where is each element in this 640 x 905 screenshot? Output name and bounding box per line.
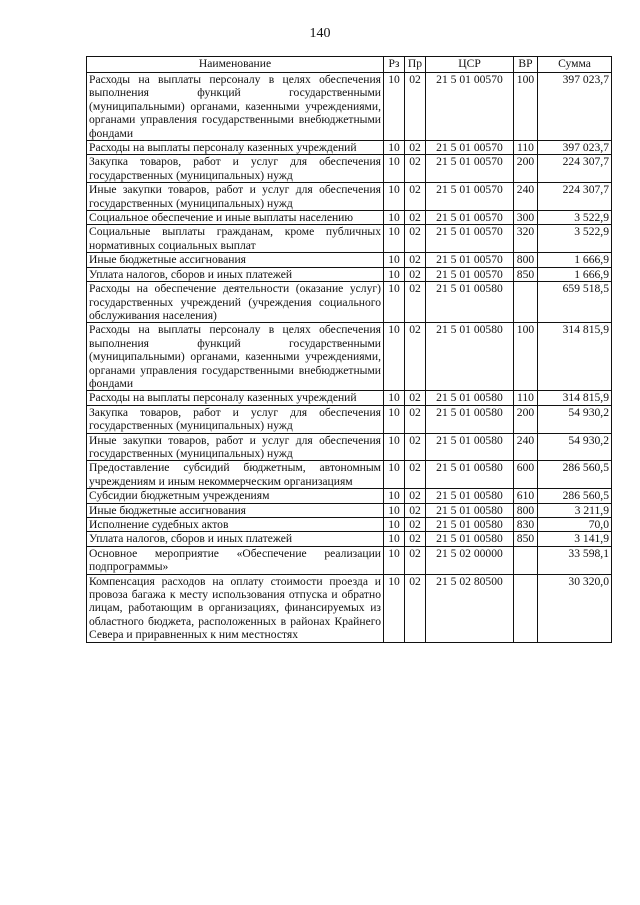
cell-vr: 100 (514, 73, 538, 141)
cell-name: Иные бюджетные ассигнования (87, 503, 384, 517)
table-row (87, 267, 612, 281)
cell-sum: 70,0 (538, 518, 612, 532)
cell-vr: 320 (514, 225, 538, 253)
cell-pr: 02 (405, 489, 426, 503)
cell-sum: 314 815,9 (538, 391, 612, 405)
cell-pr: 02 (405, 155, 426, 183)
cell-sum: 224 307,7 (538, 183, 612, 211)
cell-name: Закупка товаров, работ и услуг для обеспечения государственных (муниципальных) нужд (87, 405, 384, 433)
cell-rz: 10 (384, 141, 405, 155)
cell-sum: 3 211,9 (538, 503, 612, 517)
cell-name: Иные закупки товаров, работ и услуг для обеспечения государственных (муниципальных) нужд (87, 433, 384, 461)
table-row (87, 503, 612, 517)
cell-pr: 02 (405, 433, 426, 461)
cell-sum: 397 023,7 (538, 73, 612, 141)
cell-name: Предоставление субсидий бюджетным, автономным учреждениям и иным некоммерческим организациям (87, 461, 384, 489)
table-row (87, 183, 612, 211)
cell-sum: 54 930,2 (538, 433, 612, 461)
cell-sum: 1 666,9 (538, 253, 612, 267)
cell-pr: 02 (405, 391, 426, 405)
header-rz: Рз (384, 57, 405, 73)
cell-sum: 30 320,0 (538, 574, 612, 642)
cell-name: Уплата налогов, сборов и иных платежей (87, 267, 384, 281)
cell-name: Расходы на выплаты персоналу казенных учреждений (87, 391, 384, 405)
cell-name: Иные бюджетные ассигнования (87, 253, 384, 267)
cell-vr: 800 (514, 253, 538, 267)
cell-name: Иные закупки товаров, работ и услуг для обеспечения государственных (муниципальных) нужд (87, 183, 384, 211)
cell-sum: 33 598,1 (538, 546, 612, 574)
cell-pr: 02 (405, 532, 426, 546)
cell-vr: 610 (514, 489, 538, 503)
table-row (87, 405, 612, 433)
cell-csr: 21 5 01 00570 (426, 267, 514, 281)
cell-name: Расходы на выплаты персоналу в целях обеспечения выполнения функций государственными (муниципальными) органами, казенными учреждениями, органами управления государственными внебюджетными фондами (87, 323, 384, 391)
cell-name: Компенсация расходов на оплату стоимости проезда и провоза багажа к месту использования отпуска и обратно лицам, работающим в организациях, финансируемых из областного бюджета, расположенных в районах Крайнего Севера и приравненных к ним местностях (87, 574, 384, 642)
cell-name: Социальное обеспечение и иные выплаты населению (87, 211, 384, 225)
cell-pr: 02 (405, 225, 426, 253)
table-row (87, 532, 612, 546)
cell-vr: 110 (514, 391, 538, 405)
cell-pr: 02 (405, 574, 426, 642)
cell-csr: 21 5 01 00580 (426, 433, 514, 461)
cell-pr: 02 (405, 503, 426, 517)
cell-sum: 54 930,2 (538, 405, 612, 433)
cell-csr: 21 5 01 00580 (426, 461, 514, 489)
cell-name: Субсидии бюджетным учреждениям (87, 489, 384, 503)
table-row (87, 574, 612, 642)
table-row (87, 391, 612, 405)
cell-vr (514, 282, 538, 323)
table-row (87, 141, 612, 155)
cell-rz: 10 (384, 183, 405, 211)
header-sum: Сумма (538, 57, 612, 73)
cell-vr: 300 (514, 211, 538, 225)
cell-pr: 02 (405, 546, 426, 574)
cell-name: Социальные выплаты гражданам, кроме публичных нормативных социальных выплат (87, 225, 384, 253)
cell-sum: 3 141,9 (538, 532, 612, 546)
cell-pr: 02 (405, 282, 426, 323)
table-row (87, 282, 612, 323)
cell-pr: 02 (405, 211, 426, 225)
cell-rz: 10 (384, 253, 405, 267)
cell-pr: 02 (405, 141, 426, 155)
table-row (87, 253, 612, 267)
cell-sum: 1 666,9 (538, 267, 612, 281)
cell-rz: 10 (384, 532, 405, 546)
cell-vr: 110 (514, 141, 538, 155)
table-row (87, 489, 612, 503)
cell-pr: 02 (405, 253, 426, 267)
table-row (87, 546, 612, 574)
cell-vr: 600 (514, 461, 538, 489)
cell-rz: 10 (384, 155, 405, 183)
cell-sum: 314 815,9 (538, 323, 612, 391)
cell-vr: 200 (514, 405, 538, 433)
cell-sum: 286 560,5 (538, 461, 612, 489)
cell-csr: 21 5 01 00580 (426, 518, 514, 532)
page-number: 140 (309, 26, 331, 41)
table-row (87, 155, 612, 183)
cell-pr: 02 (405, 73, 426, 141)
cell-pr: 02 (405, 461, 426, 489)
cell-csr: 21 5 01 00580 (426, 503, 514, 517)
cell-csr: 21 5 02 80500 (426, 574, 514, 642)
cell-csr: 21 5 01 00580 (426, 323, 514, 391)
header-vr: ВР (514, 57, 538, 73)
cell-name: Закупка товаров, работ и услуг для обеспечения государственных (муниципальных) нужд (87, 155, 384, 183)
cell-sum: 3 522,9 (538, 225, 612, 253)
table-row (87, 211, 612, 225)
cell-csr: 21 5 01 00570 (426, 73, 514, 141)
cell-pr: 02 (405, 183, 426, 211)
table-row (87, 225, 612, 253)
cell-sum: 659 518,5 (538, 282, 612, 323)
cell-name: Уплата налогов, сборов и иных платежей (87, 532, 384, 546)
cell-rz: 10 (384, 211, 405, 225)
cell-rz: 10 (384, 461, 405, 489)
table-row (87, 433, 612, 461)
table-row (87, 323, 612, 391)
cell-rz: 10 (384, 267, 405, 281)
cell-rz: 10 (384, 518, 405, 532)
cell-rz: 10 (384, 489, 405, 503)
cell-vr: 100 (514, 323, 538, 391)
cell-name: Расходы на выплаты персоналу в целях обеспечения выполнения функций государственными (муниципальными) органами, казенными учреждениями, органами управления государственными внебюджетными фондами (87, 73, 384, 141)
cell-vr (514, 546, 538, 574)
cell-vr: 240 (514, 433, 538, 461)
cell-sum: 286 560,5 (538, 489, 612, 503)
cell-rz: 10 (384, 546, 405, 574)
cell-pr: 02 (405, 405, 426, 433)
cell-rz: 10 (384, 282, 405, 323)
cell-rz: 10 (384, 73, 405, 141)
cell-rz: 10 (384, 574, 405, 642)
cell-name: Исполнение судебных актов (87, 518, 384, 532)
cell-csr: 21 5 01 00570 (426, 183, 514, 211)
cell-vr: 200 (514, 155, 538, 183)
header-name: Наименование (87, 57, 384, 73)
cell-rz: 10 (384, 433, 405, 461)
cell-sum: 224 307,7 (538, 155, 612, 183)
cell-csr: 21 5 01 00570 (426, 155, 514, 183)
cell-csr: 21 5 01 00580 (426, 405, 514, 433)
cell-rz: 10 (384, 323, 405, 391)
cell-csr: 21 5 01 00570 (426, 225, 514, 253)
cell-pr: 02 (405, 267, 426, 281)
cell-csr: 21 5 01 00570 (426, 253, 514, 267)
cell-pr: 02 (405, 518, 426, 532)
cell-rz: 10 (384, 405, 405, 433)
cell-vr (514, 574, 538, 642)
cell-vr: 850 (514, 267, 538, 281)
header-pr: Пр (405, 57, 426, 73)
table-row (87, 461, 612, 489)
cell-vr: 850 (514, 532, 538, 546)
cell-sum: 3 522,9 (538, 211, 612, 225)
table-row (87, 518, 612, 532)
cell-name: Расходы на обеспечение деятельности (оказание услуг) государственных учреждений (учреждения социального обслуживания населения) (87, 282, 384, 323)
cell-csr: 21 5 01 00570 (426, 141, 514, 155)
table-row (87, 73, 612, 141)
cell-vr: 830 (514, 518, 538, 532)
cell-rz: 10 (384, 503, 405, 517)
cell-name: Расходы на выплаты персоналу казенных учреждений (87, 141, 384, 155)
cell-csr: 21 5 02 00000 (426, 546, 514, 574)
cell-pr: 02 (405, 323, 426, 391)
cell-csr: 21 5 01 00570 (426, 211, 514, 225)
budget-table (86, 56, 612, 643)
cell-rz: 10 (384, 391, 405, 405)
cell-csr: 21 5 01 00580 (426, 489, 514, 503)
cell-rz: 10 (384, 225, 405, 253)
cell-csr: 21 5 01 00580 (426, 532, 514, 546)
header-csr: ЦСР (426, 57, 514, 73)
cell-sum: 397 023,7 (538, 141, 612, 155)
table-header-row (87, 57, 612, 73)
cell-csr: 21 5 01 00580 (426, 282, 514, 323)
cell-csr: 21 5 01 00580 (426, 391, 514, 405)
cell-name: Основное мероприятие «Обеспечение реализации подпрограммы» (87, 546, 384, 574)
cell-vr: 240 (514, 183, 538, 211)
cell-vr: 800 (514, 503, 538, 517)
